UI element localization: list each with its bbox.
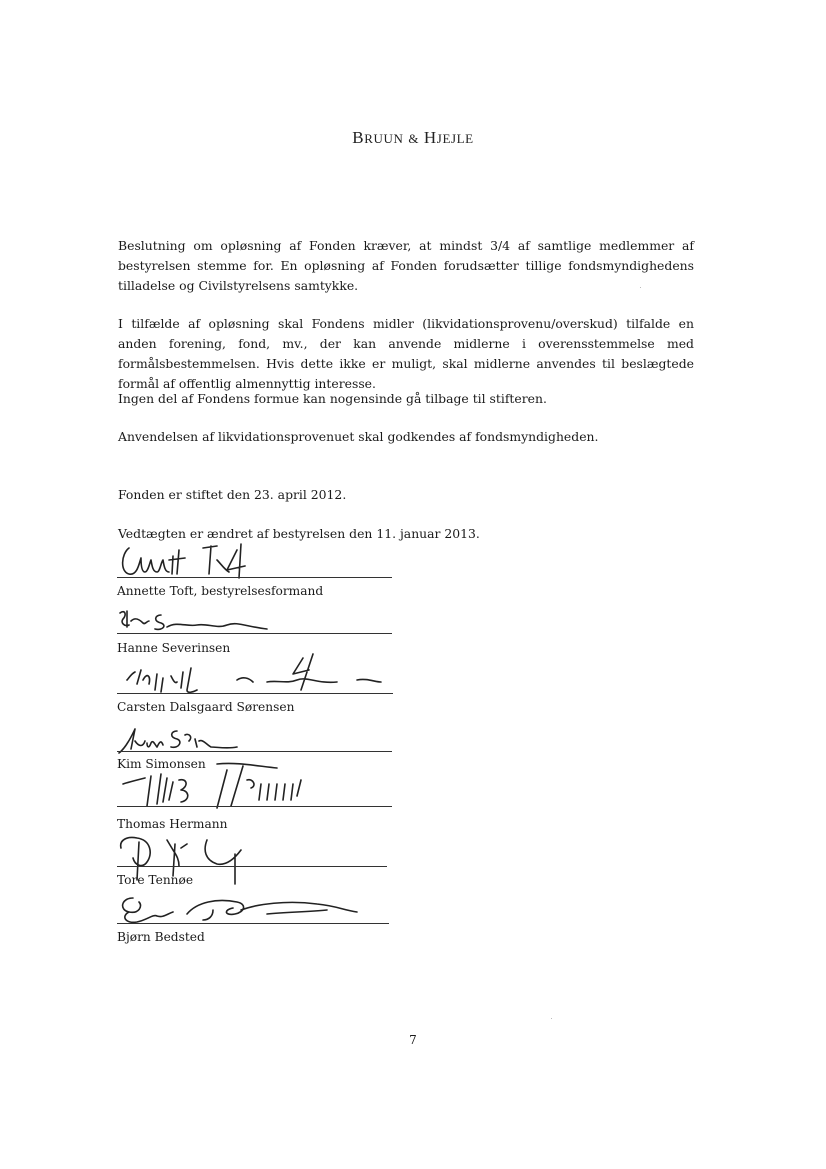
- paragraph-approval: Anvendelsen af likvidationsprovenuet skal godkendes af fondsmyndigheden.: [118, 429, 599, 444]
- signature-line: [117, 633, 392, 634]
- signature-line: [117, 806, 392, 807]
- signatory-name: Tore Tennøe: [117, 873, 194, 887]
- signature-kim-simonsen: [117, 725, 287, 760]
- signatory-name: Thomas Hermann: [117, 817, 228, 831]
- signature-hanne-severinsen: [117, 605, 287, 640]
- signatory-name: Bjørn Bedsted: [117, 930, 205, 944]
- paragraph-founded-date: Fonden er stiftet den 23. april 2012.: [118, 487, 347, 502]
- signature-line: [117, 923, 389, 924]
- signature-line: [117, 693, 393, 694]
- signature-annette-toft: [117, 530, 317, 580]
- signature-line: [117, 751, 392, 752]
- scan-speck: [640, 287, 641, 288]
- signature-line: [117, 577, 392, 578]
- page-number: 7: [409, 1033, 417, 1047]
- signatory-name: Annette Toft, bestyrelsesformand: [117, 584, 324, 598]
- letterhead-rest-hjejle: JEJLE: [436, 131, 474, 146]
- letterhead: [0, 128, 826, 148]
- letterhead-initial-b: B: [352, 128, 365, 147]
- scan-speck: [551, 1018, 552, 1019]
- signature-line: [117, 866, 387, 867]
- signatory-name: Hanne Severinsen: [117, 641, 231, 655]
- signature-bjorn-bedsted: [117, 890, 377, 930]
- paragraph-dissolution-vote: Beslutning om opløsning af Fonden kræver, at mindst 3/4 af samtlige medlemmer af bestyrelsen stemme for. En opløsning af Fonden forudsætter tillige fondsmyndighedens tilladelse og Civilstyrelsens samtykke.: [118, 238, 694, 293]
- signature-block-annette-toft: [117, 530, 397, 600]
- signature-block-bjorn-bedsted: [117, 890, 397, 955]
- signature-carsten-dalsgaard-sorensen: [117, 650, 397, 698]
- paragraph-dissolution-funds: I tilfælde af opløsning skal Fondens midler (likvidationsprovenu/overskud) tilfalde en anden forening, fond, mv., der kan anvende midlerne i overensstemmelse med formålsbestemmelsen. Hvis dette ikke er muligt, skal midlerne anvendes til beslægtede formål af offentlig almennyttig interesse.: [118, 316, 694, 391]
- letterhead-rest-bruun: RUUN: [364, 131, 404, 146]
- letterhead-initial-h: H: [423, 128, 437, 147]
- signatory-name: Carsten Dalsgaard Sørensen: [117, 700, 295, 714]
- paragraph-no-return: Ingen del af Fondens formue kan nogensinde gå tilbage til stifteren.: [118, 391, 547, 406]
- signatory-name: Kim Simonsen: [117, 757, 206, 771]
- signature-thomas-hermann: [117, 760, 357, 810]
- signature-block-carsten-dalsgaard-sorensen: [117, 650, 397, 720]
- letterhead-ampersand: &: [408, 131, 420, 146]
- paragraph-amended-date: Vedtægten er ændret af bestyrelsen den 11. januar 2013.: [118, 526, 480, 541]
- signature-block-thomas-hermann: [117, 760, 397, 835]
